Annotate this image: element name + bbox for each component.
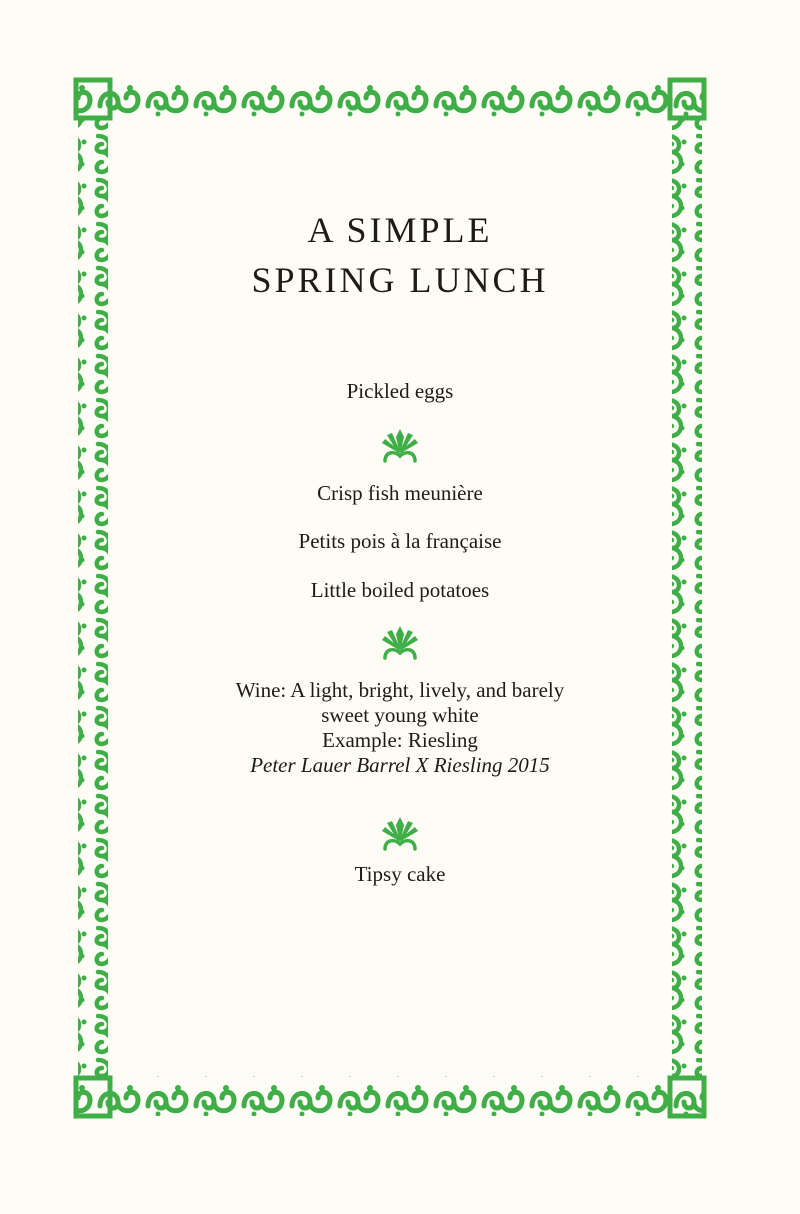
wine-example: Example: Riesling [322, 728, 478, 752]
fleuron-icon [365, 622, 435, 662]
dessert-item: Tipsy cake [354, 862, 446, 886]
wine-bottle: Peter Lauer Barrel X Riesling 2015 [250, 753, 550, 777]
wine-pairing [120, 678, 680, 778]
main-item-1: Crisp fish meunière [317, 481, 483, 505]
menu-title [120, 205, 680, 305]
title-line-1: A SIMPLE [307, 210, 493, 250]
menu-content [120, 0, 680, 1214]
wine-line-2: sweet young white [321, 703, 479, 727]
wine-line-1: Wine: A light, bright, lively, and barely [235, 678, 565, 702]
main-item-2: Petits pois à la française [298, 529, 502, 553]
main-item-3: Little boiled potatoes [310, 578, 490, 602]
fleuron-icon [365, 813, 435, 853]
fleuron-icon [365, 425, 435, 465]
starter-item: Pickled eggs [346, 379, 454, 403]
title-line-2: SPRING LUNCH [251, 260, 549, 300]
